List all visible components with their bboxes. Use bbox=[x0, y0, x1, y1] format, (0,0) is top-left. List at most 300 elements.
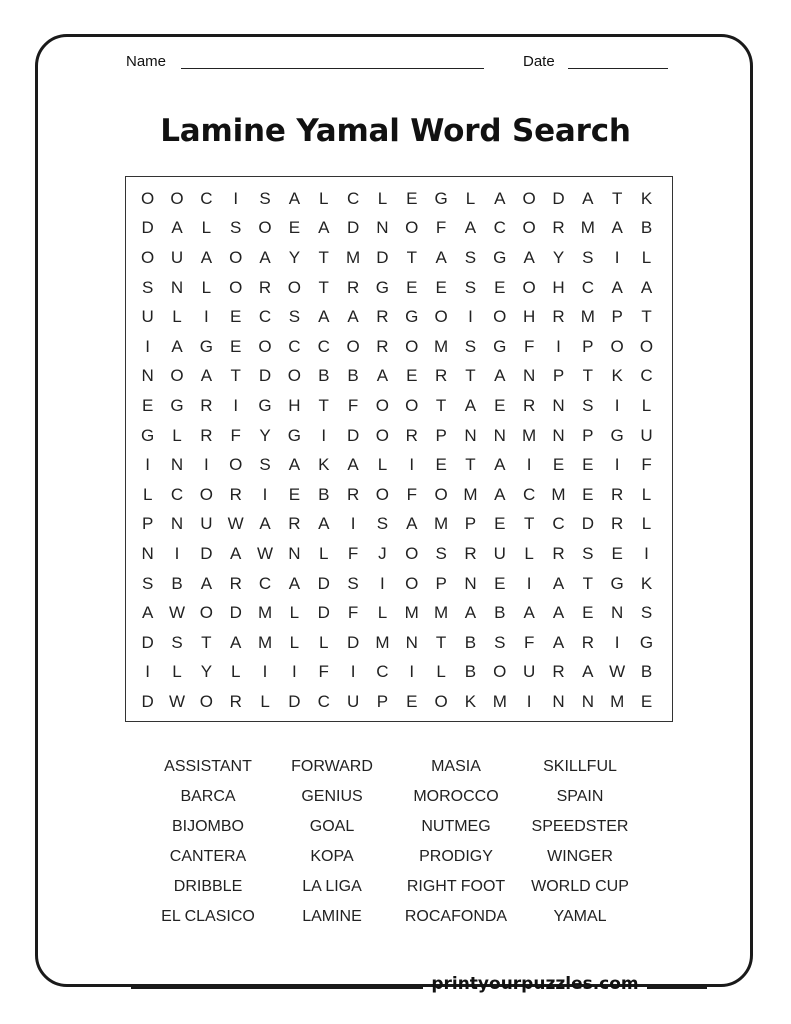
grid-letter[interactable]: O bbox=[229, 247, 243, 267]
grid-letter[interactable]: G bbox=[610, 573, 624, 593]
grid-letter[interactable]: P bbox=[464, 514, 477, 534]
grid-letter[interactable]: S bbox=[376, 514, 389, 534]
grid-letter[interactable]: A bbox=[464, 395, 477, 415]
grid-letter[interactable]: S bbox=[435, 543, 447, 563]
grid-letter[interactable]: D bbox=[346, 218, 360, 238]
grid-letter[interactable]: S bbox=[288, 307, 301, 327]
grid-letter[interactable]: M bbox=[257, 632, 273, 652]
grid-letter[interactable]: L bbox=[201, 277, 212, 297]
grid-letter[interactable]: E bbox=[230, 336, 242, 356]
grid-letter[interactable]: R bbox=[229, 691, 242, 711]
grid-letter[interactable]: I bbox=[350, 514, 356, 534]
grid-letter[interactable]: U bbox=[200, 514, 213, 534]
grid-letter[interactable]: A bbox=[552, 573, 565, 593]
grid-letter[interactable]: E bbox=[640, 691, 653, 711]
grid-letter[interactable]: M bbox=[404, 603, 419, 623]
grid-letter[interactable]: N bbox=[552, 691, 565, 711]
grid-letter[interactable]: G bbox=[375, 277, 390, 297]
grid-letter[interactable]: I bbox=[614, 455, 620, 475]
grid-letter[interactable]: O bbox=[434, 484, 448, 504]
grid-letter[interactable]: N bbox=[141, 366, 154, 386]
grid-letter[interactable]: G bbox=[610, 425, 624, 445]
grid-letter[interactable]: A bbox=[171, 336, 183, 356]
grid-letter[interactable]: P bbox=[376, 691, 389, 711]
grid-letter[interactable]: P bbox=[435, 573, 447, 593]
grid-letter[interactable]: F bbox=[641, 455, 652, 475]
grid-letter[interactable]: O bbox=[346, 336, 360, 356]
grid-letter[interactable]: S bbox=[259, 188, 271, 208]
grid-letter[interactable]: I bbox=[526, 691, 532, 711]
grid-letter[interactable]: I bbox=[526, 573, 532, 593]
grid-letter[interactable]: O bbox=[170, 188, 184, 208]
grid-letter[interactable]: A bbox=[200, 573, 213, 593]
grid-letter[interactable]: O bbox=[405, 336, 419, 356]
grid-letter[interactable]: J bbox=[378, 543, 387, 563]
grid-letter[interactable]: F bbox=[347, 395, 359, 415]
grid-letter[interactable]: G bbox=[639, 632, 654, 652]
grid-letter[interactable]: A bbox=[200, 366, 213, 386]
grid-letter[interactable]: R bbox=[552, 218, 565, 238]
grid-letter[interactable]: M bbox=[551, 484, 566, 504]
grid-letter[interactable]: O bbox=[258, 336, 272, 356]
grid-letter[interactable]: I bbox=[174, 543, 180, 563]
grid-letter[interactable]: N bbox=[581, 691, 594, 711]
grid-letter[interactable]: A bbox=[523, 603, 535, 623]
grid-letter[interactable]: G bbox=[170, 395, 184, 415]
grid-letter[interactable]: I bbox=[409, 662, 415, 682]
grid-letter[interactable]: B bbox=[640, 662, 653, 682]
grid-letter[interactable]: N bbox=[376, 218, 389, 238]
grid-letter[interactable]: C bbox=[258, 573, 272, 593]
grid-letter[interactable]: O bbox=[639, 336, 654, 356]
grid-letter[interactable]: D bbox=[317, 603, 330, 623]
grid-letter[interactable]: P bbox=[435, 425, 447, 445]
grid-letter[interactable]: S bbox=[464, 336, 477, 356]
grid-letter[interactable]: T bbox=[465, 455, 476, 475]
grid-letter[interactable]: R bbox=[611, 484, 624, 504]
grid-letter[interactable]: L bbox=[319, 632, 329, 652]
grid-letter[interactable]: T bbox=[523, 514, 535, 534]
grid-letter[interactable]: E bbox=[494, 395, 506, 415]
grid-letter[interactable]: R bbox=[434, 366, 448, 386]
grid-letter[interactable]: R bbox=[346, 484, 360, 504]
grid-letter[interactable]: I bbox=[644, 543, 649, 563]
grid-letter[interactable]: G bbox=[405, 307, 419, 327]
grid-letter[interactable]: F bbox=[523, 632, 535, 652]
grid-letter[interactable]: D bbox=[317, 573, 330, 593]
grid-letter[interactable]: N bbox=[552, 395, 565, 415]
grid-letter[interactable]: E bbox=[288, 218, 301, 238]
grid-letter[interactable]: E bbox=[406, 691, 418, 711]
grid-letter[interactable]: M bbox=[580, 307, 595, 327]
grid-letter[interactable]: N bbox=[170, 514, 184, 534]
grid-letter[interactable]: L bbox=[465, 188, 476, 208]
grid-letter[interactable]: G bbox=[141, 425, 155, 445]
grid-letter[interactable]: E bbox=[582, 484, 594, 504]
grid-letter[interactable]: B bbox=[464, 662, 477, 682]
grid-letter[interactable]: T bbox=[318, 277, 329, 297]
grid-letter[interactable]: F bbox=[523, 336, 535, 356]
grid-letter[interactable]: A bbox=[552, 603, 565, 623]
grid-letter[interactable]: U bbox=[640, 425, 653, 445]
grid-letter[interactable]: I bbox=[203, 455, 209, 475]
grid-letter[interactable]: W bbox=[257, 543, 274, 563]
grid-letter[interactable]: P bbox=[142, 514, 154, 534]
grid-letter[interactable]: N bbox=[464, 425, 477, 445]
grid-letter[interactable]: O bbox=[287, 277, 301, 297]
grid-letter[interactable]: R bbox=[346, 277, 360, 297]
grid-letter[interactable]: F bbox=[230, 425, 241, 445]
grid-letter[interactable]: B bbox=[171, 573, 183, 593]
grid-letter[interactable]: C bbox=[640, 366, 653, 386]
grid-letter[interactable]: E bbox=[406, 366, 418, 386]
grid-letter[interactable]: E bbox=[435, 455, 447, 475]
grid-letter[interactable]: Y bbox=[259, 425, 271, 445]
grid-letter[interactable]: A bbox=[494, 188, 506, 208]
grid-letter[interactable]: A bbox=[347, 455, 359, 475]
grid-letter[interactable]: U bbox=[141, 307, 154, 327]
grid-letter[interactable]: B bbox=[494, 603, 506, 623]
grid-letter[interactable]: L bbox=[319, 543, 329, 563]
grid-letter[interactable]: C bbox=[288, 336, 301, 356]
grid-letter[interactable]: A bbox=[611, 277, 623, 297]
grid-letter[interactable]: I bbox=[350, 662, 356, 682]
grid-letter[interactable]: O bbox=[141, 188, 155, 208]
grid-letter[interactable]: N bbox=[170, 277, 184, 297]
grid-letter[interactable]: I bbox=[526, 455, 532, 475]
grid-letter[interactable]: B bbox=[464, 632, 477, 652]
grid-letter[interactable]: O bbox=[493, 662, 507, 682]
grid-letter[interactable]: I bbox=[614, 395, 620, 415]
grid-letter[interactable]: N bbox=[170, 455, 184, 475]
grid-letter[interactable]: N bbox=[464, 573, 477, 593]
grid-letter[interactable]: T bbox=[582, 573, 594, 593]
grid-letter[interactable]: L bbox=[289, 603, 300, 623]
grid-letter[interactable]: R bbox=[523, 395, 536, 415]
grid-letter[interactable]: A bbox=[318, 514, 330, 534]
grid-letter[interactable]: F bbox=[347, 543, 359, 563]
grid-letter[interactable]: O bbox=[405, 218, 419, 238]
grid-letter[interactable]: W bbox=[168, 603, 186, 623]
grid-letter[interactable]: A bbox=[464, 218, 477, 238]
grid-letter[interactable]: O bbox=[375, 395, 390, 415]
grid-letter[interactable]: W bbox=[609, 662, 626, 682]
grid-letter[interactable]: L bbox=[289, 632, 300, 652]
grid-letter[interactable]: S bbox=[259, 455, 271, 475]
grid-letter[interactable]: A bbox=[318, 218, 330, 238]
grid-letter[interactable]: I bbox=[233, 188, 239, 208]
grid-letter[interactable]: L bbox=[377, 455, 388, 475]
grid-letter[interactable]: O bbox=[434, 307, 448, 327]
grid-letter[interactable]: R bbox=[376, 336, 389, 356]
grid-letter[interactable]: C bbox=[317, 336, 330, 356]
grid-letter[interactable]: K bbox=[464, 691, 477, 711]
grid-letter[interactable]: S bbox=[142, 573, 154, 593]
grid-letter[interactable]: O bbox=[434, 691, 448, 711]
grid-letter[interactable]: A bbox=[288, 188, 301, 208]
grid-letter[interactable]: D bbox=[288, 691, 301, 711]
grid-letter[interactable]: T bbox=[582, 366, 594, 386]
grid-letter[interactable]: M bbox=[522, 425, 537, 445]
grid-letter[interactable]: T bbox=[611, 188, 623, 208]
grid-letter[interactable]: L bbox=[641, 395, 652, 415]
grid-letter[interactable]: O bbox=[199, 691, 213, 711]
grid-letter[interactable]: L bbox=[436, 662, 446, 682]
grid-letter[interactable]: C bbox=[317, 691, 330, 711]
grid-letter[interactable]: E bbox=[611, 543, 623, 563]
grid-letter[interactable]: L bbox=[377, 188, 388, 208]
grid-letter[interactable]: E bbox=[494, 277, 506, 297]
grid-letter[interactable]: A bbox=[640, 277, 653, 297]
grid-letter[interactable]: N bbox=[288, 543, 301, 563]
grid-letter[interactable]: B bbox=[347, 366, 359, 386]
grid-letter[interactable]: T bbox=[201, 632, 212, 652]
grid-letter[interactable]: T bbox=[435, 395, 447, 415]
grid-letter[interactable]: A bbox=[288, 573, 301, 593]
grid-letter[interactable]: A bbox=[523, 247, 535, 267]
grid-letter[interactable]: M bbox=[492, 691, 507, 711]
grid-letter[interactable]: E bbox=[494, 514, 506, 534]
grid-letter[interactable]: O bbox=[522, 218, 536, 238]
grid-letter[interactable]: F bbox=[347, 603, 359, 623]
grid-letter[interactable]: H bbox=[523, 307, 536, 327]
grid-letter[interactable]: S bbox=[640, 603, 653, 623]
grid-letter[interactable]: N bbox=[611, 603, 624, 623]
grid-letter[interactable]: C bbox=[552, 514, 565, 534]
grid-letter[interactable]: O bbox=[522, 188, 536, 208]
grid-letter[interactable]: T bbox=[641, 307, 652, 327]
grid-letter[interactable]: O bbox=[375, 425, 390, 445]
grid-letter[interactable]: P bbox=[582, 336, 594, 356]
grid-letter[interactable]: N bbox=[552, 425, 565, 445]
grid-letter[interactable]: S bbox=[464, 247, 477, 267]
grid-letter[interactable]: R bbox=[229, 573, 242, 593]
grid-letter[interactable]: G bbox=[199, 336, 213, 356]
grid-letter[interactable]: E bbox=[406, 277, 418, 297]
grid-letter[interactable]: M bbox=[610, 691, 625, 711]
grid-letter[interactable]: E bbox=[582, 455, 594, 475]
grid-letter[interactable]: O bbox=[493, 307, 507, 327]
grid-letter[interactable]: A bbox=[464, 603, 477, 623]
grid-letter[interactable]: T bbox=[230, 366, 241, 386]
grid-letter[interactable]: A bbox=[347, 307, 359, 327]
grid-letter[interactable]: C bbox=[258, 307, 272, 327]
grid-letter[interactable]: A bbox=[200, 247, 213, 267]
grid-letter[interactable]: E bbox=[288, 484, 301, 504]
grid-letter[interactable]: E bbox=[406, 188, 418, 208]
grid-letter[interactable]: L bbox=[201, 218, 212, 238]
grid-letter[interactable]: O bbox=[229, 277, 243, 297]
grid-letter[interactable]: I bbox=[145, 455, 151, 475]
grid-letter[interactable]: H bbox=[288, 395, 301, 415]
grid-letter[interactable]: L bbox=[142, 484, 153, 504]
grid-letter[interactable]: N bbox=[523, 366, 536, 386]
grid-letter[interactable]: D bbox=[581, 514, 594, 534]
grid-letter[interactable]: Y bbox=[288, 247, 301, 267]
grid-letter[interactable]: O bbox=[141, 247, 155, 267]
grid-letter[interactable]: O bbox=[405, 573, 419, 593]
grid-letter[interactable]: D bbox=[346, 632, 360, 652]
grid-letter[interactable]: F bbox=[406, 484, 417, 504]
grid-letter[interactable]: R bbox=[258, 277, 272, 297]
grid-letter[interactable]: D bbox=[200, 543, 213, 563]
name-field-line[interactable] bbox=[181, 68, 484, 69]
grid-letter[interactable]: I bbox=[614, 247, 620, 267]
grid-letter[interactable]: S bbox=[464, 277, 477, 297]
grid-letter[interactable]: T bbox=[435, 632, 447, 652]
grid-letter[interactable]: R bbox=[376, 307, 389, 327]
grid-letter[interactable]: C bbox=[170, 484, 184, 504]
grid-letter[interactable]: L bbox=[377, 603, 388, 623]
grid-letter[interactable]: N bbox=[493, 425, 506, 445]
grid-letter[interactable]: K bbox=[318, 455, 330, 475]
grid-letter[interactable]: M bbox=[434, 603, 449, 623]
grid-letter[interactable]: S bbox=[582, 543, 594, 563]
grid-letter[interactable]: O bbox=[258, 218, 272, 238]
date-field-line[interactable] bbox=[568, 68, 668, 69]
grid-letter[interactable]: C bbox=[376, 662, 389, 682]
grid-letter[interactable]: A bbox=[230, 632, 242, 652]
grid-letter[interactable]: C bbox=[581, 277, 594, 297]
grid-letter[interactable]: C bbox=[200, 188, 213, 208]
grid-letter[interactable]: O bbox=[375, 484, 390, 504]
grid-letter[interactable]: O bbox=[522, 277, 536, 297]
grid-letter[interactable]: B bbox=[318, 484, 330, 504]
grid-letter[interactable]: Y bbox=[200, 662, 213, 682]
grid-letter[interactable]: I bbox=[614, 632, 620, 652]
grid-letter[interactable]: R bbox=[552, 307, 565, 327]
grid-letter[interactable]: O bbox=[199, 484, 213, 504]
grid-letter[interactable]: G bbox=[258, 395, 272, 415]
grid-letter[interactable]: S bbox=[347, 573, 359, 593]
grid-letter[interactable]: E bbox=[494, 573, 506, 593]
grid-letter[interactable]: H bbox=[552, 277, 565, 297]
grid-letter[interactable]: M bbox=[580, 218, 595, 238]
grid-letter[interactable]: U bbox=[493, 543, 506, 563]
grid-letter[interactable]: A bbox=[435, 247, 447, 267]
grid-letter[interactable]: G bbox=[434, 188, 448, 208]
grid-letter[interactable]: R bbox=[581, 632, 594, 652]
grid-letter[interactable]: L bbox=[172, 662, 182, 682]
grid-letter[interactable]: D bbox=[141, 218, 154, 238]
grid-letter[interactable]: R bbox=[229, 484, 242, 504]
grid-letter[interactable]: O bbox=[170, 366, 184, 386]
grid-letter[interactable]: B bbox=[318, 366, 330, 386]
grid-letter[interactable]: D bbox=[346, 425, 360, 445]
grid-letter[interactable]: M bbox=[434, 514, 449, 534]
grid-letter[interactable]: I bbox=[468, 307, 473, 327]
grid-letter[interactable]: I bbox=[556, 336, 561, 356]
grid-letter[interactable]: T bbox=[318, 395, 329, 415]
grid-letter[interactable]: A bbox=[142, 603, 154, 623]
grid-letter[interactable]: N bbox=[405, 632, 418, 652]
grid-letter[interactable]: F bbox=[318, 662, 329, 682]
grid-letter[interactable]: T bbox=[406, 247, 417, 267]
grid-letter[interactable]: R bbox=[552, 543, 565, 563]
grid-letter[interactable]: L bbox=[260, 691, 270, 711]
grid-letter[interactable]: I bbox=[292, 662, 297, 682]
grid-letter[interactable]: T bbox=[318, 247, 329, 267]
grid-letter[interactable]: A bbox=[171, 218, 183, 238]
grid-letter[interactable]: G bbox=[493, 247, 507, 267]
grid-letter[interactable]: Y bbox=[552, 247, 565, 267]
grid-letter[interactable]: M bbox=[463, 484, 478, 504]
grid-letter[interactable]: I bbox=[203, 307, 209, 327]
grid-letter[interactable]: G bbox=[493, 336, 507, 356]
grid-letter[interactable]: A bbox=[611, 218, 623, 238]
grid-letter[interactable]: T bbox=[465, 366, 476, 386]
grid-letter[interactable]: C bbox=[346, 188, 360, 208]
grid-letter[interactable]: O bbox=[405, 543, 419, 563]
grid-letter[interactable]: A bbox=[494, 455, 506, 475]
grid-letter[interactable]: L bbox=[524, 543, 534, 563]
grid-letter[interactable]: E bbox=[435, 277, 447, 297]
grid-letter[interactable]: P bbox=[582, 425, 594, 445]
grid-letter[interactable]: R bbox=[405, 425, 418, 445]
grid-letter[interactable]: I bbox=[145, 662, 151, 682]
grid-letter[interactable]: K bbox=[640, 188, 653, 208]
grid-letter[interactable]: O bbox=[229, 455, 243, 475]
grid-letter[interactable]: A bbox=[582, 662, 594, 682]
grid-letter[interactable]: K bbox=[640, 573, 653, 593]
grid-letter[interactable]: L bbox=[172, 425, 182, 445]
grid-letter[interactable]: I bbox=[321, 425, 327, 445]
grid-letter[interactable]: U bbox=[346, 691, 360, 711]
grid-letter[interactable]: S bbox=[171, 632, 183, 652]
grid-letter[interactable]: O bbox=[405, 395, 419, 415]
grid-letter[interactable]: E bbox=[230, 307, 242, 327]
grid-letter[interactable]: O bbox=[287, 366, 301, 386]
grid-letter[interactable]: I bbox=[262, 484, 268, 504]
grid-letter[interactable]: W bbox=[227, 514, 244, 534]
grid-letter[interactable]: D bbox=[552, 188, 565, 208]
grid-letter[interactable]: S bbox=[582, 247, 594, 267]
grid-letter[interactable]: N bbox=[141, 543, 154, 563]
grid-letter[interactable]: R bbox=[464, 543, 477, 563]
grid-letter[interactable]: R bbox=[200, 395, 213, 415]
grid-letter[interactable]: C bbox=[523, 484, 536, 504]
grid-letter[interactable]: A bbox=[230, 543, 242, 563]
grid-letter[interactable]: R bbox=[200, 425, 213, 445]
grid-letter[interactable]: A bbox=[494, 366, 506, 386]
grid-letter[interactable]: I bbox=[233, 395, 239, 415]
grid-letter[interactable]: B bbox=[640, 218, 653, 238]
grid-letter[interactable]: L bbox=[172, 307, 182, 327]
grid-letter[interactable]: L bbox=[641, 514, 652, 534]
grid-letter[interactable]: A bbox=[288, 455, 301, 475]
grid-letter[interactable]: R bbox=[611, 514, 624, 534]
grid-letter[interactable]: L bbox=[230, 662, 241, 682]
grid-letter[interactable]: I bbox=[145, 336, 151, 356]
grid-letter[interactable]: D bbox=[229, 603, 242, 623]
grid-letter[interactable]: P bbox=[552, 366, 565, 386]
grid-letter[interactable]: A bbox=[259, 514, 271, 534]
grid-letter[interactable]: C bbox=[493, 218, 506, 238]
grid-letter[interactable]: M bbox=[375, 632, 390, 652]
grid-letter[interactable]: D bbox=[141, 632, 154, 652]
grid-letter[interactable]: S bbox=[142, 277, 154, 297]
grid-letter[interactable]: R bbox=[552, 662, 565, 682]
grid-letter[interactable]: L bbox=[641, 247, 652, 267]
grid-letter[interactable]: I bbox=[380, 573, 385, 593]
grid-letter[interactable]: D bbox=[258, 366, 272, 386]
grid-letter[interactable]: U bbox=[523, 662, 536, 682]
grid-letter[interactable]: U bbox=[170, 247, 184, 267]
grid-letter[interactable]: R bbox=[288, 514, 301, 534]
grid-letter[interactable]: E bbox=[142, 395, 154, 415]
grid-letter[interactable]: P bbox=[611, 307, 623, 327]
grid-letter[interactable]: G bbox=[287, 425, 301, 445]
